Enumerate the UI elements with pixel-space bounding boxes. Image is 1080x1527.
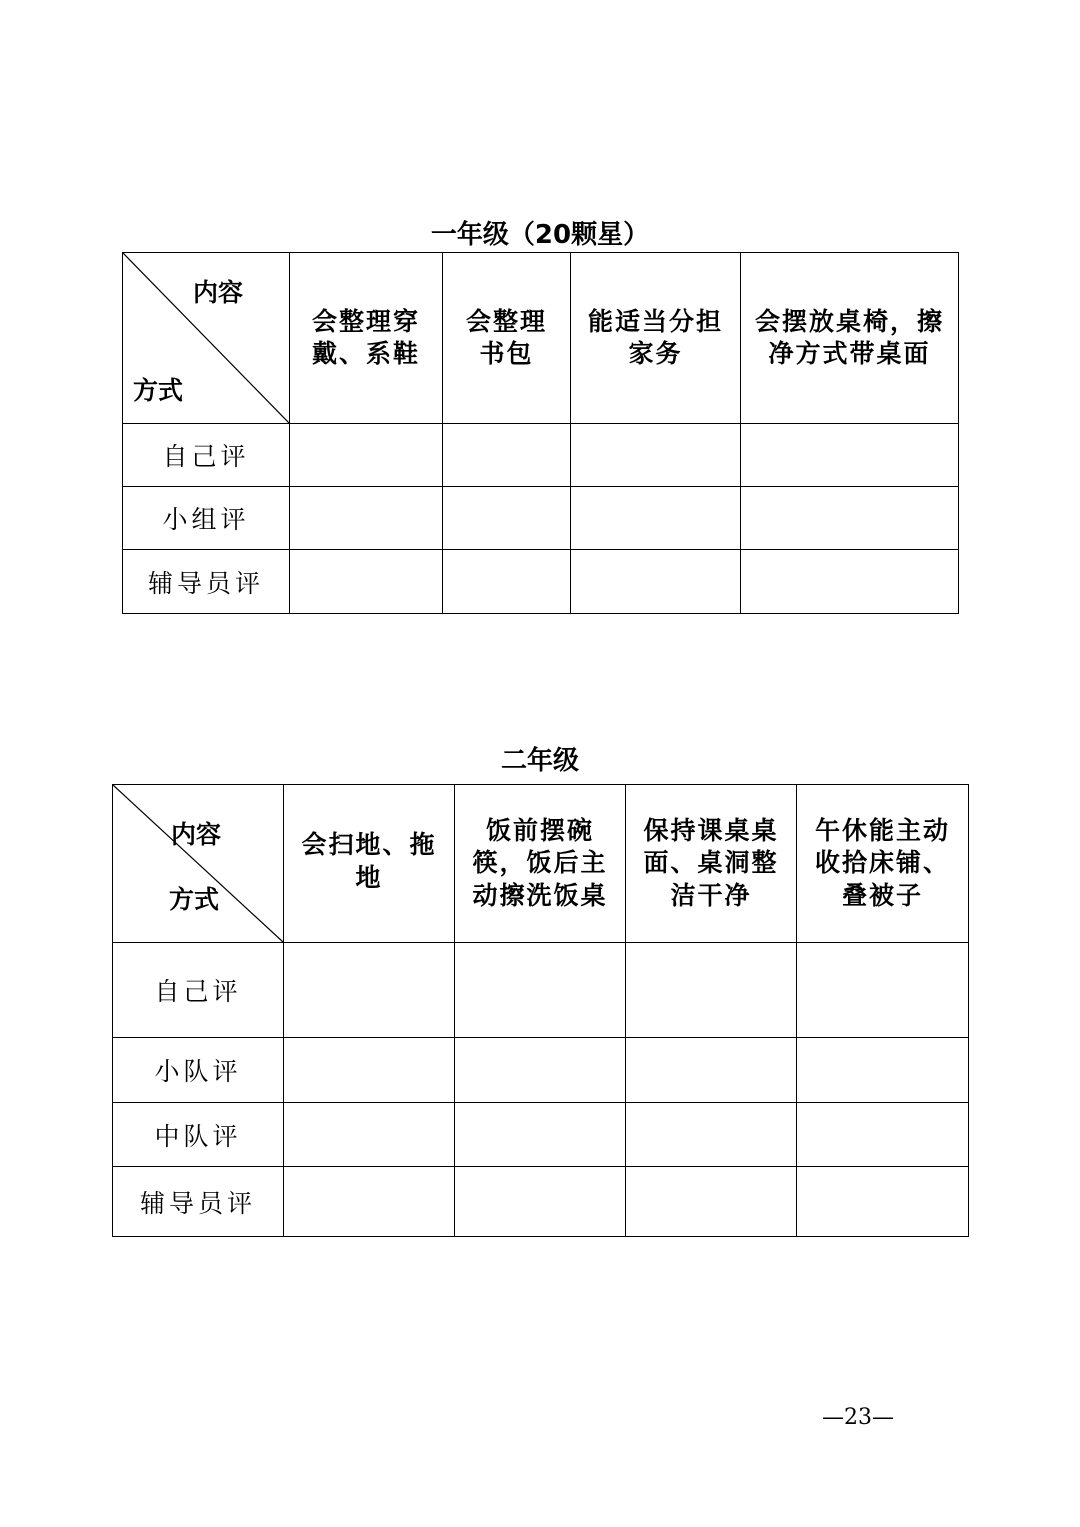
grade1-cell[interactable] [571,424,741,487]
corner-method-label: 方式 [169,885,220,914]
grade1-cell[interactable] [443,550,571,614]
grade1-cell[interactable] [443,487,571,550]
grade1-cell[interactable] [290,424,443,487]
grade2-row-label: 中队评 [113,1103,284,1167]
grade2-cell[interactable] [284,1167,455,1237]
grade2-cell[interactable] [626,1167,797,1237]
grade2-row-label: 辅导员评 [113,1167,284,1237]
grade1-cell[interactable] [741,424,959,487]
grade2-row-label: 小队评 [113,1038,284,1103]
grade1-cell[interactable] [443,424,571,487]
grade2-cell[interactable] [455,1038,626,1103]
grade2-header: 保持课桌桌 面、桌洞整 洁干净 [626,785,797,943]
grade2-header: 饭前摆碗 筷，饭后主 动擦洗饭桌 [455,785,626,943]
grade1-cell[interactable] [571,487,741,550]
grade1-header: 会整理穿 戴、系鞋 [290,253,443,424]
grade1-row-label: 自己评 [123,424,290,487]
grade1-corner-cell [123,253,290,424]
page-number: —23— [822,1405,894,1430]
grade2-table [112,784,969,1237]
grade1-cell[interactable] [741,487,959,550]
corner-content-label: 内容 [171,820,222,849]
grade1-table [122,252,959,614]
grade2-cell[interactable] [284,943,455,1038]
grade2-cell[interactable] [626,1103,797,1167]
grade1-header: 会摆放桌椅，擦 净方式带桌面 [741,253,959,424]
grade2-cell[interactable] [797,943,969,1038]
grade1-cell[interactable] [290,487,443,550]
grade2-cell[interactable] [455,1167,626,1237]
grade2-title: 二年级 [500,746,579,776]
grade1-header: 会整理 书包 [443,253,571,424]
grade2-row-label: 自己评 [113,943,284,1038]
grade1-cell[interactable] [571,550,741,614]
grade1-cell[interactable] [741,550,959,614]
corner-content-label: 内容 [193,278,244,307]
corner-method-label: 方式 [133,376,184,405]
grade2-cell[interactable] [284,1038,455,1103]
grade2-header: 会扫地、拖 地 [284,785,455,943]
grade2-cell[interactable] [455,1103,626,1167]
grade2-header: 午休能主动 收拾床铺、 叠被子 [797,785,969,943]
grade2-cell[interactable] [626,1038,797,1103]
grade1-title: 一年级（20颗星） [430,220,650,250]
grade2-cell[interactable] [797,1038,969,1103]
grade2-cell[interactable] [455,943,626,1038]
grade2-cell[interactable] [797,1103,969,1167]
grade1-row-label: 辅导员评 [123,550,290,614]
grade1-header: 能适当分担 家务 [571,253,741,424]
grade1-cell[interactable] [290,550,443,614]
grade2-cell[interactable] [626,943,797,1038]
grade1-row-label: 小组评 [123,487,290,550]
grade2-corner-cell [113,785,284,943]
grade2-cell[interactable] [797,1167,969,1237]
grade2-cell[interactable] [284,1103,455,1167]
